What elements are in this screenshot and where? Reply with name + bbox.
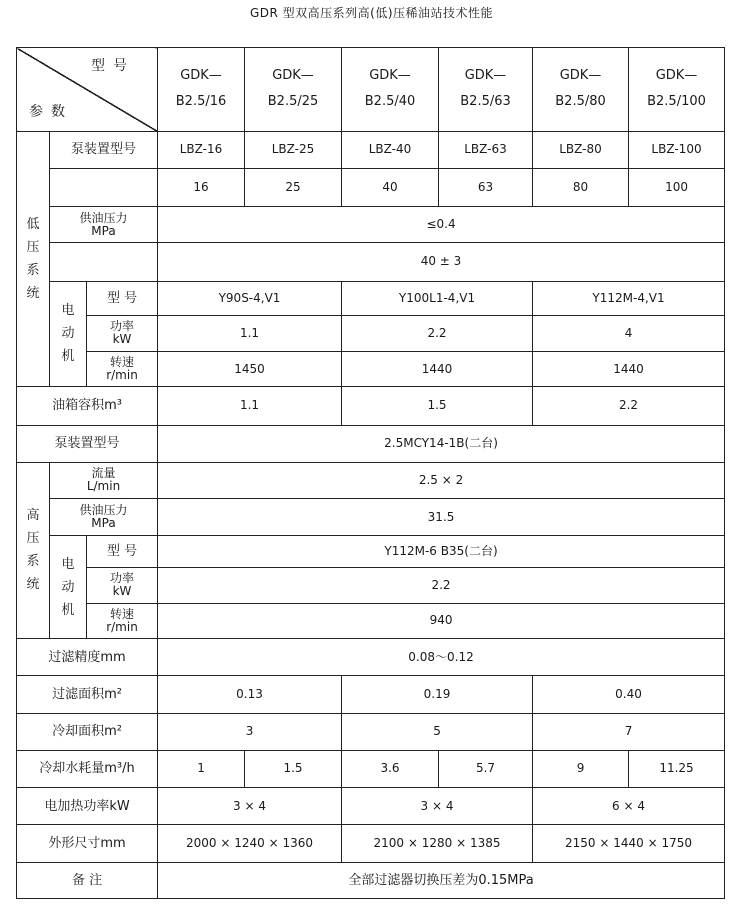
table-cell: Y112M-6 B35(二台) (158, 536, 725, 567)
table-cell: 2.2 (342, 315, 533, 351)
table-cell: 2000 × 1240 × 1360 (158, 825, 342, 862)
table-cell: LBZ-100 (629, 131, 725, 168)
table-cell: 4 (533, 315, 725, 351)
table-cell: 5 (342, 713, 533, 750)
table-row (17, 713, 725, 750)
blank-label-cell (50, 243, 158, 281)
spec-table (16, 47, 725, 899)
table-cell: 2150 × 1440 × 1750 (533, 825, 725, 862)
table-cell: 63 (439, 168, 533, 206)
corner-model-label: 型号 (91, 58, 136, 74)
table-cell: Y100L1-4,V1 (342, 281, 533, 315)
table-cell: 16 (158, 168, 245, 206)
table-cell: 0.40 (533, 676, 725, 713)
table-cell: 1.1 (158, 387, 342, 425)
high-power-label: 功率 kW (87, 567, 158, 603)
table-row (17, 676, 725, 713)
table-cell: 2.2 (533, 387, 725, 425)
model-header: GDK— B2.5/100 (629, 48, 725, 132)
high-flow-label: 流量 L/min (50, 462, 158, 498)
cooling-water-label: 冷却水耗量m³/h (17, 750, 158, 787)
high-type-label: 型 号 (87, 536, 158, 567)
model-header: GDK— B2.5/63 (439, 48, 533, 132)
high-pressure-label: 供油压力 MPa (50, 499, 158, 536)
table-cell: 9 (533, 750, 629, 787)
table-cell: Y90S-4,V1 (158, 281, 342, 315)
table-cell: 3.6 (342, 750, 439, 787)
model-header: GDK— B2.5/40 (342, 48, 439, 132)
table-cell: 3 (158, 713, 342, 750)
table-cell: 40 ± 3 (158, 243, 725, 281)
table-row (17, 387, 725, 425)
corner-cell (17, 48, 158, 132)
table-cell: 3 × 4 (158, 788, 342, 825)
table-row (17, 462, 725, 498)
high-speed-label: 转速 r/min (87, 603, 158, 638)
heater-label: 电加热功率kW (17, 788, 158, 825)
table-cell: 1.1 (158, 315, 342, 351)
table-cell: 1450 (158, 352, 342, 387)
table-cell: 100 (629, 168, 725, 206)
table-cell: 1 (158, 750, 245, 787)
table-cell: 0.19 (342, 676, 533, 713)
table-row (17, 567, 725, 603)
blank-label-cell (50, 168, 158, 206)
table-row (17, 536, 725, 567)
table-cell: 7 (533, 713, 725, 750)
table-cell: 6 × 4 (533, 788, 725, 825)
table-row (17, 131, 725, 168)
table-row (17, 639, 725, 676)
table-cell: 25 (245, 168, 342, 206)
table-cell: 11.25 (629, 750, 725, 787)
low-speed-label: 转速 r/min (87, 352, 158, 387)
table-row (17, 425, 725, 462)
table-cell: 全部过滤器切换压差为0.15MPa (158, 862, 725, 898)
table-cell: LBZ-40 (342, 131, 439, 168)
table-row (17, 243, 725, 281)
table-row (17, 603, 725, 638)
table-cell: 2.5 × 2 (158, 462, 725, 498)
table-cell: 31.5 (158, 499, 725, 536)
low-pump-label: 泵装置型号 (50, 131, 158, 168)
table-cell: 0.13 (158, 676, 342, 713)
table-row (17, 207, 725, 243)
table-cell: 2100 × 1280 × 1385 (342, 825, 533, 862)
table-row (17, 788, 725, 825)
table-cell: 2.2 (158, 567, 725, 603)
model-header: GDK— B2.5/80 (533, 48, 629, 132)
table-cell: 40 (342, 168, 439, 206)
table-cell: 1440 (533, 352, 725, 387)
table-row (17, 315, 725, 351)
table-row (17, 352, 725, 387)
table-cell: 1.5 (342, 387, 533, 425)
table-cell: 1440 (342, 352, 533, 387)
remarks-label: 备 注 (17, 862, 158, 898)
table-cell: LBZ-63 (439, 131, 533, 168)
document-title: GDR 型双高压系列高(低)压稀油站技术性能 (249, 6, 494, 20)
table-cell: 80 (533, 168, 629, 206)
low-motor-label: 电 动 机 (50, 281, 87, 387)
low-pressure-group-label: 低 压 系 统 (17, 131, 50, 387)
table-cell: LBZ-16 (158, 131, 245, 168)
table-row (17, 862, 725, 898)
cooling-area-label: 冷却面积m² (17, 713, 158, 750)
table-cell: Y112M-4,V1 (533, 281, 725, 315)
corner-param-label: 参数 (29, 103, 73, 120)
filter-area-label: 过滤面积m² (17, 676, 158, 713)
table-cell: 3 × 4 (342, 788, 533, 825)
table-cell: LBZ-25 (245, 131, 342, 168)
table-cell: 2.5MCY14-1B(二台) (158, 425, 725, 462)
dimensions-label: 外形尺寸mm (17, 825, 158, 862)
table-cell: LBZ-80 (533, 131, 629, 168)
model-header: GDK— B2.5/16 (158, 48, 245, 132)
tank-label: 油箱容积m³ (17, 387, 158, 425)
filter-precision-label: 过滤精度mm (17, 639, 158, 676)
low-power-label: 功率 kW (87, 315, 158, 351)
table-cell: ≤0.4 (158, 207, 725, 243)
table-row (17, 750, 725, 787)
low-pressure-label: 供油压力 MPa (50, 207, 158, 243)
header-row (17, 48, 725, 132)
table-cell: 1.5 (245, 750, 342, 787)
high-pressure-group-label: 高 压 系 统 (17, 462, 50, 638)
low-type-label: 型 号 (87, 281, 158, 315)
high-motor-label: 电 动 机 (50, 536, 87, 639)
table-row (17, 281, 725, 315)
high-pump-label: 泵装置型号 (17, 425, 158, 462)
model-header: GDK— B2.5/25 (245, 48, 342, 132)
table-row (17, 825, 725, 862)
table-row (17, 499, 725, 536)
table-row (17, 168, 725, 206)
table-cell: 5.7 (439, 750, 533, 787)
table-cell: 940 (158, 603, 725, 638)
table-cell: 0.08～0.12 (158, 639, 725, 676)
